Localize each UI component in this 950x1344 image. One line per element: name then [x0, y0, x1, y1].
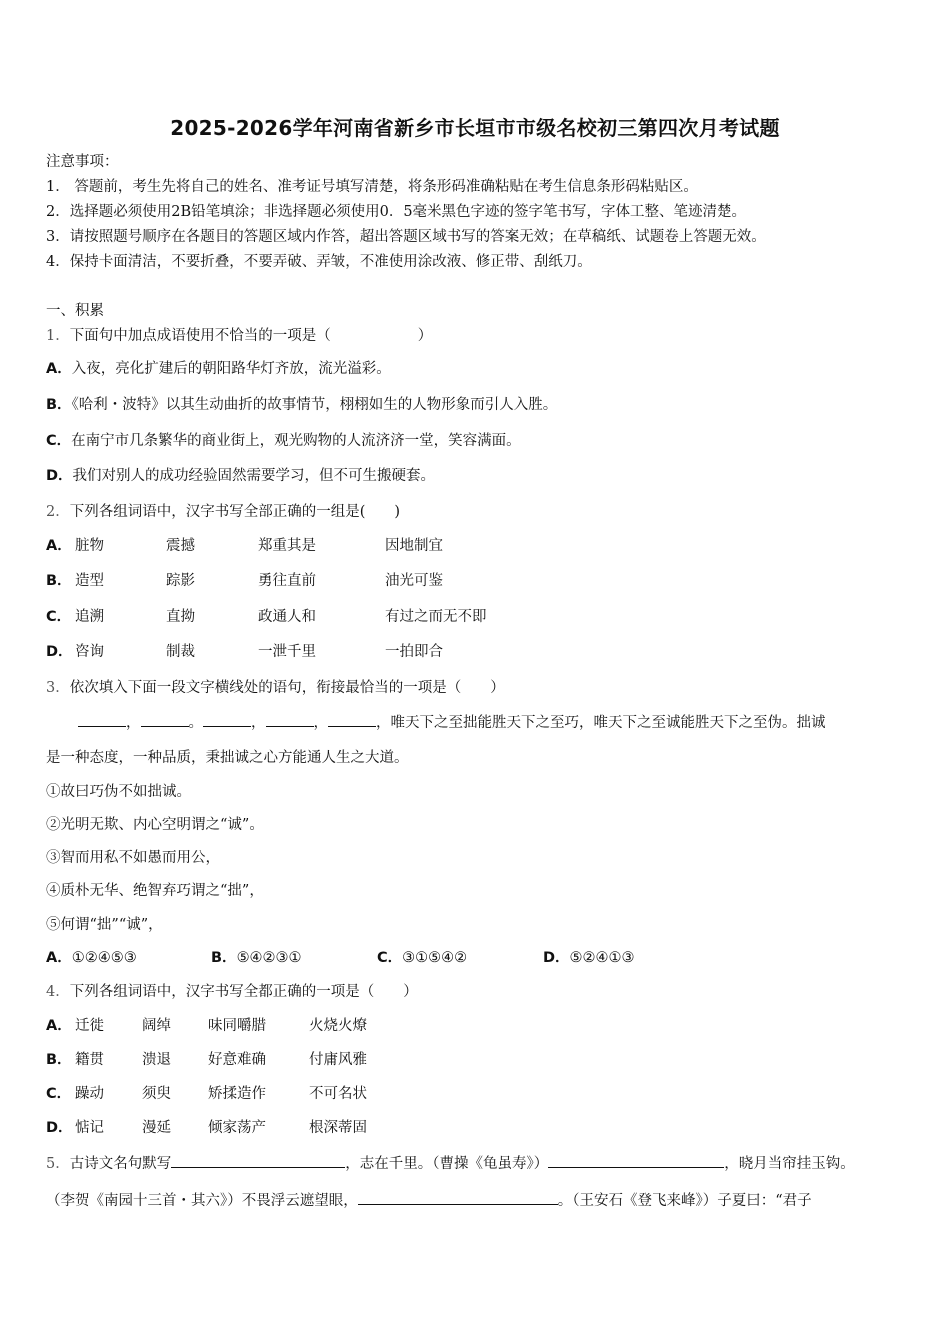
sentence-item: ②光明无欺、内心空明谓之“诚”。 — [46, 817, 264, 833]
word: 咨询 — [75, 644, 104, 660]
question-number: 2． — [46, 504, 70, 520]
question-stem: 下列各组词语中，汉字书写全都正确的一项是（ ） — [69, 984, 418, 1000]
notice-header: 注意事项： — [46, 154, 119, 170]
notice-item: 2．选择题必须使用2B铅笔填涂；非选择题必须使用0．5毫米黑色字迹的签字笔书写，字体工整、笔迹清楚。 — [46, 204, 747, 220]
choice-c — [377, 948, 467, 968]
word: 须臾 — [142, 1086, 171, 1102]
word: 漫延 — [142, 1120, 171, 1136]
option-text: ①②④⑤③ — [71, 950, 137, 966]
sentence-item: ④质朴无华、绝智弃巧谓之“拙”， — [46, 883, 264, 899]
word: 因地制宜 — [385, 538, 443, 554]
question-number: 3． — [46, 680, 70, 696]
option-d — [46, 466, 435, 486]
word: 迁徙 — [75, 1018, 104, 1034]
choice-a — [46, 948, 137, 968]
page-title: 2025-2026学年河南省新乡市长垣市市级名校初三第四次月考试题 — [170, 116, 780, 140]
option-text: 入夜，亮化扩建后的朝阳路华灯齐放，流光溢彩。 — [71, 361, 391, 377]
word: 制裁 — [166, 644, 195, 660]
question-stem: 下面句中加点成语使用不恰当的一项是（ ） — [69, 328, 433, 344]
option-label: C． — [46, 1086, 72, 1102]
option-label: D． — [543, 950, 570, 966]
passage-line-2: 是一种态度，一种品质，秉拙诚之心方能通人生之大道。 — [46, 750, 409, 766]
word: 好意难确 — [208, 1052, 266, 1068]
option-label: D． — [46, 1120, 73, 1136]
option-a — [46, 359, 391, 379]
word: 脏物 — [75, 538, 104, 554]
option-label: C． — [46, 609, 72, 625]
option-text: ⑤④②③① — [236, 950, 302, 966]
question-3 — [46, 678, 505, 698]
question-5 — [46, 1153, 855, 1174]
option-label: C． — [46, 433, 72, 449]
word: 根深蒂固 — [309, 1120, 367, 1136]
fill-blank[interactable] — [141, 712, 189, 727]
question-1 — [46, 326, 432, 346]
question-text: （李贺《南园十三首・其六》）不畏浮云遮望眼， — [46, 1193, 358, 1209]
option-text: ⑤②④①③ — [569, 950, 635, 966]
word: 不可名状 — [309, 1086, 367, 1102]
fill-blank[interactable] — [78, 712, 126, 727]
passage-text: ，唯天下之至拙能胜天下之至巧，唯天下之至诚能胜天下之至伪。拙诚 — [376, 715, 826, 731]
option-label: B． — [46, 573, 72, 589]
word: 踪影 — [166, 573, 195, 589]
word: 倾家荡产 — [208, 1120, 266, 1136]
word: 油光可鉴 — [385, 573, 443, 589]
option-label: B． — [211, 950, 237, 966]
choice-d — [543, 948, 635, 968]
question-stem: 古诗文名句默写 — [69, 1156, 172, 1172]
word: 郑重其是 — [258, 538, 316, 554]
word: 追溯 — [75, 609, 104, 625]
sentence-item: ①故曰巧伪不如拙诚。 — [46, 784, 191, 800]
question-5-line-2 — [46, 1190, 812, 1211]
notice-item: 1． 答题前，考生先将自己的姓名、准考证号填写清楚，将条形码准确粘贴在考生信息条形码粘贴区。 — [46, 179, 698, 195]
question-number: 5． — [46, 1156, 70, 1172]
question-2 — [46, 502, 400, 522]
option-label: A． — [46, 361, 72, 377]
word: 直拗 — [166, 609, 195, 625]
fill-blank[interactable] — [358, 1190, 558, 1205]
word: 一拍即合 — [385, 644, 443, 660]
question-text: 。（王安石《登飞来峰》）子夏曰：“君子 — [557, 1193, 812, 1209]
notice-item: 4．保持卡面清洁，不要折叠，不要弄破、弄皱，不准使用涂改液、修正带、刮纸刀。 — [46, 254, 592, 270]
sentence-item: ③智而用私不如愚而用公， — [46, 850, 220, 866]
fill-blank[interactable] — [203, 712, 251, 727]
choice-b — [211, 948, 302, 968]
word: 造型 — [75, 573, 104, 589]
option-label: B． — [46, 1052, 72, 1068]
word: 惦记 — [75, 1120, 104, 1136]
word: 一泄千里 — [258, 644, 316, 660]
question-number: 4． — [46, 984, 70, 1000]
option-label: C． — [377, 950, 403, 966]
option-c — [46, 431, 521, 451]
word: 付庸风雅 — [309, 1052, 367, 1068]
word: 政通人和 — [258, 609, 316, 625]
word: 有过之而无不即 — [385, 609, 487, 625]
fill-blank[interactable] — [548, 1153, 724, 1168]
option-text: 我们对别人的成功经验固然需要学习，但不可生搬硬套。 — [72, 468, 436, 484]
option-label: D． — [46, 468, 73, 484]
fill-blank[interactable] — [266, 712, 314, 727]
sentence-item: ⑤何谓“拙”“诚”， — [46, 917, 163, 933]
question-4 — [46, 982, 418, 1002]
option-text: ③①⑤④② — [402, 950, 468, 966]
option-label: A． — [46, 950, 72, 966]
word: 矫揉造作 — [208, 1086, 266, 1102]
word: 味同嚼腊 — [208, 1018, 266, 1034]
question-text: ，志在千里。（曹操《龟虽寿》） — [345, 1156, 549, 1172]
option-label: A． — [46, 538, 72, 554]
option-text: 在南宁市几条繁华的商业街上，观光购物的人流济济一堂，笑容满面。 — [71, 433, 521, 449]
word: 勇往直前 — [258, 573, 316, 589]
section-heading: 一、积累 — [46, 303, 104, 319]
word: 躁动 — [75, 1086, 104, 1102]
word: 火烧火燎 — [309, 1018, 367, 1034]
option-text: 《哈利・波特》以其生动曲折的故事情节，栩栩如生的人物形象而引人入胜。 — [71, 397, 558, 413]
notice-item: 3．请按照题号顺序在各题目的答题区域内作答，超出答题区域书写的答案无效；在草稿纸、试题卷上答题无效。 — [46, 229, 766, 245]
option-label: B． — [46, 397, 72, 413]
fill-blank[interactable] — [328, 712, 376, 727]
question-stem: 下列各组词语中，汉字书写全部正确的一组是( ) — [69, 504, 401, 520]
word: 阔绰 — [142, 1018, 171, 1034]
option-label: D． — [46, 644, 73, 660]
word: 震撼 — [166, 538, 195, 554]
word: 溃退 — [142, 1052, 171, 1068]
option-label: A． — [46, 1018, 72, 1034]
fill-blank[interactable] — [171, 1153, 345, 1168]
question-stem: 依次填入下面一段文字横线处的语句，衔接最恰当的一项是（ ） — [69, 680, 505, 696]
passage-line-1: ， 。 ， ， ，唯天下之至拙能胜天下之至巧，唯天下之至诚能胜天下之至伪。拙诚 — [78, 712, 826, 733]
word: 籍贯 — [75, 1052, 104, 1068]
question-number: 1． — [46, 328, 70, 344]
option-b — [46, 395, 557, 415]
question-text: ，晓月当帘挂玉钩。 — [724, 1156, 855, 1172]
